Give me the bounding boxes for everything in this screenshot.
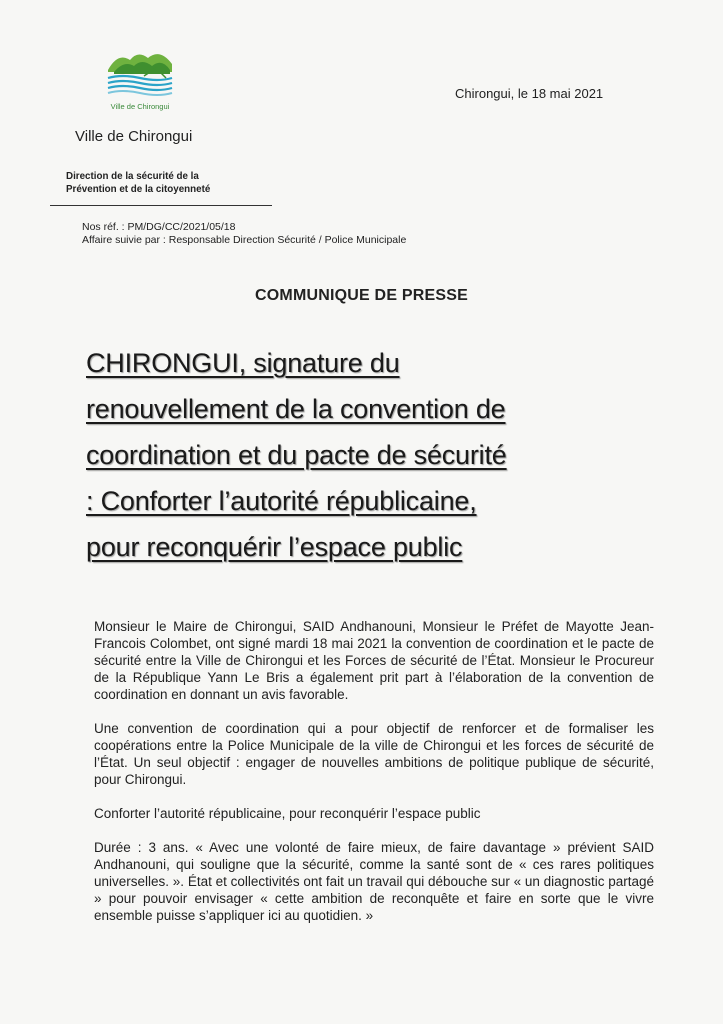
logo-caption: Ville de Chirongui <box>110 102 170 111</box>
city-name: Ville de Chirongui <box>75 128 193 145</box>
headline-line-4: : Conforter l’autorité républicaine, <box>86 486 477 516</box>
document-date: Chirongui, le 18 mai 2021 <box>455 86 604 101</box>
headline-line-1: CHIRONGUI, signature du <box>86 348 400 378</box>
direction-label <box>66 170 266 196</box>
headline-line-2: renouvellement de la convention de <box>86 394 506 424</box>
affaire-suivie: Affaire suivie par : Responsable Direction Sécurité / Police Municipale <box>82 234 407 246</box>
paragraph: Durée : 3 ans. « Avec une volonté de faire mieux, de faire davantage » prévient SAID Andhanouni, qui souligne que la sécurité, comme la santé sont de « ces rares politiques universelles. ». État et collectivités ont fait un travail qui débouche sur « un diagnostic partagé » pour pouvoir envisager « cette ambition de reconquête et faire en sorte que le vivre ensemble puisse s’appliquer ici au quotidien. » <box>94 840 654 923</box>
direction-line-1: Direction de la sécurité de la <box>66 171 199 182</box>
reference-number: Nos réf. : PM/DG/CC/2021/05/18 <box>82 221 236 233</box>
headline <box>86 340 646 570</box>
direction-line-2: Prévention et de la citoyenneté <box>66 184 211 195</box>
header-divider <box>50 205 272 206</box>
body-text <box>94 618 654 941</box>
paragraph: Une convention de coordination qui a pour objectif de renforcer et de formaliser les coopérations entre la Police Municipale de la ville de Chirongui et les forces de sécurité de l’État. Un seul objectif : engager de nouvelles ambitions de politique publique de sécurité, pour Chirongui. <box>94 721 654 787</box>
reference-block <box>82 221 502 247</box>
headline-line-5: pour reconquérir l’espace public <box>86 532 463 562</box>
paragraph: Monsieur le Maire de Chirongui, SAID Andhanouni, Monsieur le Préfet de Mayotte Jean-Francois Colombet, ont signé mardi 18 mai 2021 la convention de coordination et le pacte de sécurité entre la Ville de Chirongui et les Forces de sécurité de l’État. Monsieur le Procureur de la République Yann Le Bris a également prit part à l’élaboration de la convention de coordination en donnant un avis favorable. <box>94 619 654 702</box>
headline-line-3: coordination et du pacte de sécurité <box>86 440 507 470</box>
paragraph: Conforter l’autorité républicaine, pour reconquérir l’espace public <box>94 806 481 821</box>
document-title: COMMUNIQUE DE PRESSE <box>255 287 468 304</box>
